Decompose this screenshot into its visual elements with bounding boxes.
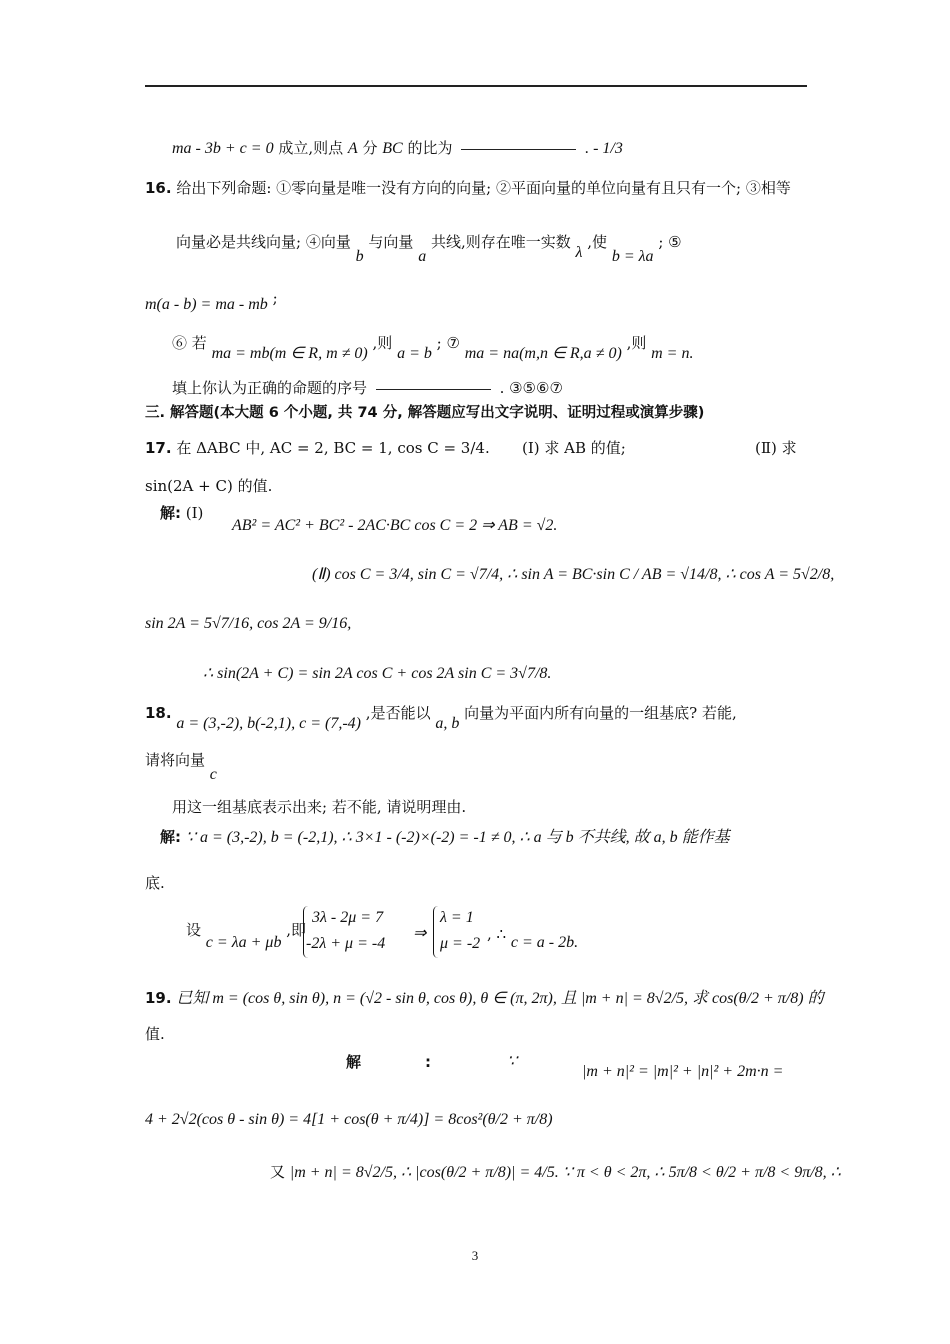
q18-vectors: a = (3,-2), b(-2,1), c = (7,-4) bbox=[176, 715, 362, 732]
q15-tail-line bbox=[172, 138, 623, 159]
q16-text4g: ,则 bbox=[626, 334, 647, 352]
q19-because: ∵ bbox=[507, 1053, 518, 1070]
q18-sol1-end: 底. bbox=[145, 874, 165, 892]
q17-sol-label: 解: bbox=[160, 504, 181, 522]
q17-sol4: ∴ sin(2A + C) = sin 2A cos C + cos 2A sin C = 3√7/8. bbox=[203, 665, 552, 682]
header-rule bbox=[145, 85, 807, 87]
q19-stem-end: 值. bbox=[145, 1025, 165, 1043]
q16-formula7b: m = n. bbox=[651, 345, 694, 362]
q17-sol1-tag: (Ⅰ) bbox=[185, 504, 204, 522]
q17-stem-a: 在 ΔABC 中, AC = 2, BC = 1, cos C = 3/4. bbox=[176, 439, 490, 457]
q16-text2c: 与向量 bbox=[368, 233, 414, 251]
q19-sol2: 4 + 2√2(cos θ - sin θ) = 4[1 + cos(θ + π/4)] = 8cos²(θ/2 + π/8) bbox=[145, 1111, 553, 1128]
q16-formula6: ma = mb(m ∈ R, m ≠ 0) bbox=[211, 345, 368, 362]
q18-stem-b: ,是否能以 bbox=[365, 704, 431, 722]
q19-number: 19. bbox=[145, 989, 172, 1007]
q18-sol-label: 解: bbox=[160, 828, 181, 846]
q19-stem: 已知 m = (cos θ, sin θ), n = (√2 - sin θ, cos θ), θ ∈ (π, 2π), 且 |m + n| = 8√2/5, 求 cos(θ/2 + π/8) 的 bbox=[176, 990, 824, 1007]
section-title: 三. 解答题(本大题 6 个小题, 共 74 分, 解答题应写出文字说明、证明过程或演算步骤) bbox=[145, 405, 705, 421]
q18-stem-line bbox=[145, 703, 737, 732]
q18-sol1-line bbox=[160, 827, 730, 848]
q18-sol2-b: c = λa + μb bbox=[205, 934, 282, 951]
q19-sol3-a: 又 bbox=[270, 1163, 286, 1181]
q16-line3-end: ; bbox=[272, 289, 278, 307]
q16-text5: 填上你认为正确的命题的序号 bbox=[172, 379, 368, 397]
q18-number: 18. bbox=[145, 704, 172, 722]
arrow-implies: ⇒ bbox=[413, 925, 427, 942]
q15-text3: 的比为 bbox=[407, 139, 453, 157]
brace-2 bbox=[433, 906, 438, 958]
q16-formula5: m(a - b) = ma - mb bbox=[145, 296, 268, 313]
q19-sol-label: 解 bbox=[346, 1053, 362, 1071]
q18-stem-d: 向量为平面内所有向量的一组基底? 若能, bbox=[464, 704, 737, 722]
q15-seg: BC bbox=[382, 140, 403, 157]
q16-text4e: ; ⑦ bbox=[436, 334, 460, 352]
q17-stem-line bbox=[145, 438, 490, 458]
q18-stem-line2 bbox=[145, 750, 217, 783]
q16-text1: 给出下列命题: ①零向量是唯一没有方向的向量; ②平面向量的单位向量有且只有一个; ③相等 bbox=[176, 179, 791, 197]
q19-sol-colon: : bbox=[425, 1053, 431, 1071]
q19-sol1: |m + n|² = |m|² + |n|² + 2m·n = bbox=[582, 1063, 784, 1080]
page-number: 3 bbox=[471, 1248, 479, 1263]
q16-formula7: ma = na(m,n ∈ R,a ≠ 0) bbox=[464, 345, 622, 362]
q16-var-b: b bbox=[355, 248, 364, 265]
q16-text2e: 共线,则存在唯一实数 bbox=[430, 233, 571, 251]
q17-sol1-line bbox=[160, 503, 203, 523]
q15-formula: ma - 3b + c = 0 bbox=[172, 140, 274, 157]
q17-sol1: AB² = AC² + BC² - 2AC·BC cos C = 2 ⇒ AB = √2. bbox=[232, 517, 558, 534]
q16-var-a: a bbox=[418, 248, 427, 265]
answer-blank bbox=[376, 389, 491, 390]
q18-sol2-a: 设 bbox=[186, 921, 202, 939]
q18-sol2-c: ,即 bbox=[286, 921, 307, 939]
q17-part2: (Ⅱ) 求 bbox=[755, 439, 797, 457]
q16-line4 bbox=[172, 333, 694, 362]
q16-number: 16. bbox=[145, 179, 172, 197]
q18-sol2-e: c = a - 2b. bbox=[510, 934, 579, 951]
q16-line3 bbox=[145, 288, 278, 313]
q18-sol2-d: , ∴ bbox=[487, 925, 507, 943]
q17-number: 17. bbox=[145, 439, 172, 457]
q16-answer: . ③⑤⑥⑦ bbox=[499, 379, 563, 397]
q16-lambda: λ bbox=[575, 244, 583, 261]
q16-line2 bbox=[176, 232, 682, 265]
q15-text: 成立,则点 bbox=[278, 139, 344, 157]
q18-stem-e: 请将向量 bbox=[145, 751, 206, 769]
q16-line1 bbox=[145, 178, 791, 198]
q17-sol3: sin 2A = 5√7/16, cos 2A = 9/16, bbox=[145, 615, 352, 632]
q17-stem-d: sin(2A + C) 的值. bbox=[145, 477, 273, 495]
q18-sys2-l1: λ = 1 bbox=[440, 909, 474, 926]
q15-point: A bbox=[347, 140, 358, 157]
q18-sol2-line bbox=[186, 920, 307, 951]
q16-text4c: ,则 bbox=[372, 334, 393, 352]
q18-sol2-end bbox=[487, 924, 579, 951]
q18-sys1-l1: 3λ - 2μ = 7 bbox=[312, 909, 384, 926]
q18-sol1: ∵ a = (3,-2), b = (-2,1), ∴ 3×1 - (-2)×(-2) = -1 ≠ 0, ∴ a 与 b 不共线, 故 a, b 能作基 bbox=[185, 829, 730, 846]
answer-blank bbox=[461, 149, 576, 150]
q16-text4a: ⑥ 若 bbox=[172, 334, 207, 352]
q18-c: c bbox=[209, 766, 217, 783]
q18-ab: a, b bbox=[435, 715, 460, 732]
q17-part1: (Ⅰ) 求 AB 的值; bbox=[522, 439, 626, 457]
q19-sol3: |m + n| = 8√2/5, ∴ |cos(θ/2 + π/8)| = 4/5. ∵ π < θ < 2π, ∴ 5π/8 < θ/2 + π/8 < 9π/8, ∴ bbox=[289, 1164, 841, 1181]
q15-text2: 分 bbox=[362, 139, 378, 157]
q15-answer: . - 1/3 bbox=[585, 140, 623, 157]
q16-formula-blambda: b = λa bbox=[611, 248, 654, 265]
q16-text2i: ; ⑤ bbox=[658, 233, 682, 251]
q16-line5 bbox=[172, 378, 563, 398]
q16-text2g: ,使 bbox=[587, 233, 608, 251]
q19-sol3-line bbox=[270, 1162, 841, 1183]
q19-stem-line bbox=[145, 988, 824, 1009]
q18-stem-g: 用这一组基底表示出来; 若不能, 请说明理由. bbox=[172, 798, 467, 816]
q16-formula6b: a = b bbox=[397, 345, 432, 362]
q17-sol2: (Ⅱ) cos C = 3/4, sin C = √7/4, ∴ sin A = BC·sin C / AB = √14/8, ∴ cos A = 5√2/8, bbox=[312, 566, 835, 583]
q18-sys1-l2: -2λ + μ = -4 bbox=[306, 935, 386, 952]
q16-text2a: 向量必是共线向量; ④向量 bbox=[176, 233, 351, 251]
q18-sys2-l2: μ = -2 bbox=[440, 935, 481, 952]
